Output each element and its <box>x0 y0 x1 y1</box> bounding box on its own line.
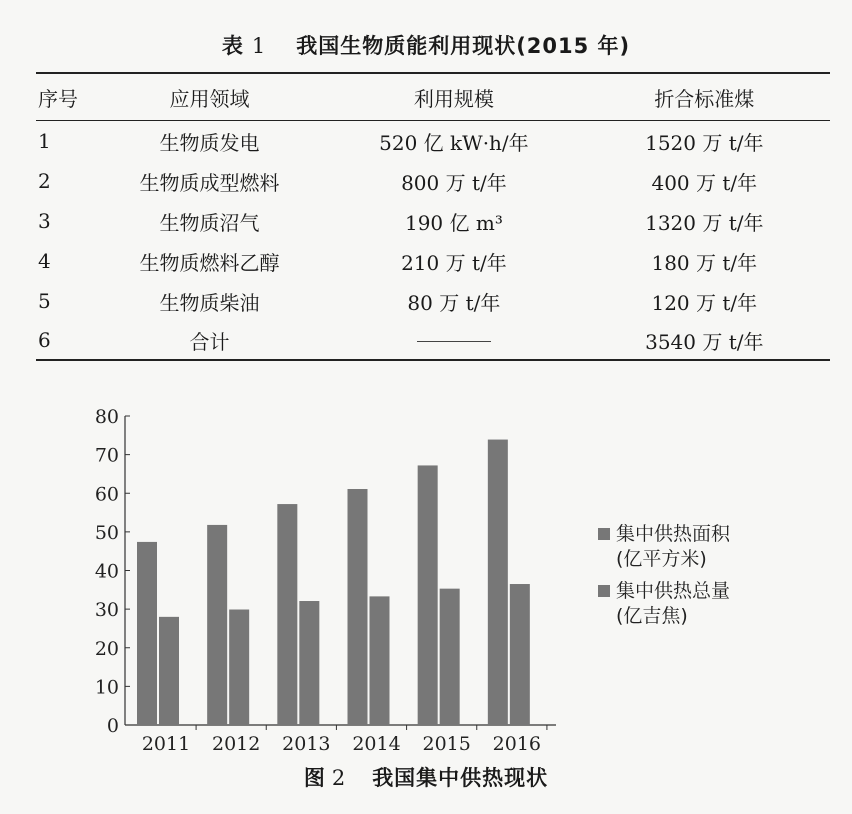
header-index: 序号 <box>36 73 90 121</box>
bar-area-2011 <box>137 542 157 725</box>
y-tick-label: 40 <box>94 560 119 583</box>
row-coal: 180 万 t/年 <box>651 250 758 275</box>
row-index: 3 <box>38 209 51 233</box>
header-field: 应用领域 <box>90 73 329 121</box>
header-coal: 折合标准煤 <box>579 73 830 121</box>
row-index: 5 <box>38 289 51 313</box>
y-tick-label: 20 <box>94 637 119 660</box>
bar-total-2015 <box>440 589 460 725</box>
bar-area-2013 <box>277 504 297 725</box>
x-tick-label: 2016 <box>492 733 542 755</box>
legend-series-unit: (亿吉焦) <box>616 605 688 627</box>
row-index: 6 <box>36 321 90 360</box>
row-field: 生物质成型燃料 <box>139 170 280 195</box>
row-index: 1 <box>38 129 51 153</box>
row-coal: 1520 万 t/年 <box>645 130 764 155</box>
row-field: 合计 <box>90 321 329 360</box>
figure-caption-number: 2 <box>331 766 347 790</box>
y-tick-label: 10 <box>94 676 119 699</box>
row-field: 生物质发电 <box>159 130 260 155</box>
y-tick-label: 60 <box>94 483 119 506</box>
figure-caption-title: 我国集中供热现状 <box>372 766 549 790</box>
bar-total-2011 <box>159 617 179 725</box>
x-tick-label: 2013 <box>282 733 331 755</box>
y-tick-label: 70 <box>94 444 119 467</box>
row-index: 2 <box>38 169 51 193</box>
y-tick-label: 0 <box>106 715 119 737</box>
y-tick-label: 30 <box>94 599 119 622</box>
row-field: 生物质柴油 <box>159 290 260 315</box>
row-field: 生物质燃料乙醇 <box>139 250 280 275</box>
table-caption-number: 1 <box>251 34 267 58</box>
bar-area-2016 <box>488 440 508 725</box>
row-coal: 3540 万 t/年 <box>579 321 830 360</box>
row-scale: 190 亿 m³ <box>404 210 503 235</box>
row-field: 生物质沼气 <box>159 210 260 235</box>
legend-swatch <box>598 585 610 597</box>
y-tick-label: 80 <box>94 406 119 428</box>
row-coal: 400 万 t/年 <box>651 170 758 195</box>
bar-area-2012 <box>207 525 227 725</box>
x-tick-label: 2012 <box>211 733 261 755</box>
row-coal: 120 万 t/年 <box>651 290 758 315</box>
row-coal: 1320 万 t/年 <box>645 210 764 235</box>
row-index: 4 <box>38 249 51 273</box>
bar-total-2016 <box>510 584 530 725</box>
legend-series-name: 集中供热面积 <box>616 523 731 545</box>
row-scale: 520 亿 kW·h/年 <box>379 130 529 155</box>
x-tick-label: 2011 <box>141 733 191 755</box>
bar-total-2013 <box>299 601 319 725</box>
bar-total-2014 <box>370 596 390 725</box>
y-tick-label: 50 <box>94 521 119 544</box>
legend-series-unit: (亿平方米) <box>616 548 707 570</box>
row-scale: 80 万 t/年 <box>407 290 501 315</box>
row-scale: 800 万 t/年 <box>401 170 507 195</box>
table-caption-label: 表 <box>221 34 244 58</box>
legend-series-name: 集中供热总量 <box>616 580 731 602</box>
bar-area-2015 <box>418 465 438 725</box>
table-caption-title: 我国生物质能利用现状(2015 年) <box>296 34 631 58</box>
figure-caption-label: 图 <box>303 766 326 790</box>
legend-swatch <box>598 528 610 540</box>
bar-total-2012 <box>229 610 249 725</box>
header-scale: 利用规模 <box>329 73 578 121</box>
x-tick-label: 2015 <box>422 733 471 755</box>
figure-caption <box>0 762 852 792</box>
bar-area-2014 <box>348 489 368 725</box>
x-tick-label: 2014 <box>352 733 401 755</box>
row-scale: 210 万 t/年 <box>401 250 507 275</box>
